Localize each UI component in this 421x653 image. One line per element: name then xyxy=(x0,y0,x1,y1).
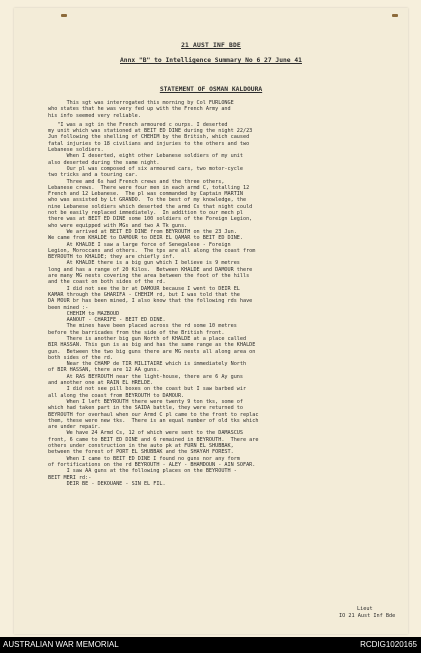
pin-mark xyxy=(61,14,67,17)
body-line: Lebanese crews. There were four men in each armd C, totalling 12 xyxy=(48,184,250,191)
archive-name: AUSTRALIAN WAR MEMORIAL xyxy=(3,640,119,649)
body-line: fatal injuries to 18 civilians and injuries to the others and two xyxy=(48,140,250,147)
body-line: who were equipped with MGs and two A Tk guns. xyxy=(48,222,188,229)
body-line: DA MOUR br has been mined, I also know that the following rds have xyxy=(48,298,253,305)
body-line: front, 6 came to BEIT ED DINE and 6 remained in BEYROUTH. There are xyxy=(48,436,259,443)
body-line: BEYROUTH for overhaul when our Armd C pl came to the front to replac xyxy=(48,411,259,418)
body-line: of fortifications on the rd BEYROUTH - ALEY - BHAMDOUN - AIN SOFAR. xyxy=(48,461,256,468)
body-line: I did not see the br at DAMOUR because I went to DEIR EL xyxy=(48,285,240,292)
body-line: BIR HASSAN. This gun is as big and has the same range as the KHALDE xyxy=(48,342,256,349)
body-line: long and has a range of 20 Kilos. Between KHALDE and DAMOUR there xyxy=(48,266,253,273)
body-line: French and 12 Lebanese. The pl was commanded by Captain MARTIN xyxy=(48,191,243,198)
body-line: gun. Between the two big guns there are MG nests all along area on xyxy=(48,348,256,355)
body-line: Legion, Moroccans and others. The tps are all along the coast from xyxy=(48,247,256,254)
body-line: AANOUT - CHARIFE - BEIT ED DINE. xyxy=(48,317,166,324)
body-line: all along the coast from BEYROUTH to DAMOUR. xyxy=(48,392,185,399)
body-line: Near the CHAMP de TIR MILITAIRE which is immediately North xyxy=(48,361,247,368)
body-line: are many MG nests covering the area between the foot of the hills xyxy=(48,273,250,280)
statement-body xyxy=(48,100,396,487)
body-line: between the forest of PORT EL SHUBBAK and the SHAYAH FOREST. xyxy=(48,449,234,456)
body-line: which had taken part in the SAIDA battle, they were returned to xyxy=(48,405,243,412)
signature-block xyxy=(339,606,395,620)
body-line: and the coast on both sides of the rd. xyxy=(48,279,166,286)
body-line: others under construction in the auto pk at FURN EL SHUBBAK, xyxy=(48,443,234,450)
body-line: This sgt was interrogated this morning by Col FURLONGE xyxy=(48,100,234,106)
body-line: before the barricades from the side of the British front. xyxy=(48,329,225,336)
body-line: of BIR HASSAN, there are 12 AA guns. xyxy=(48,367,160,374)
body-line: who was assisted by Lt GRANDO. To the best of my knowledge, the xyxy=(48,197,247,204)
statement-title: STATEMENT OF OSMAN KALDOURA xyxy=(159,86,263,93)
archive-footer xyxy=(0,637,421,653)
document-page xyxy=(14,8,408,634)
body-line: are under repair. xyxy=(48,424,101,431)
body-line: Three amd 6s had French crews and the three others, xyxy=(48,178,225,185)
body-line: I did not see pill boxes on the coast but I saw barbed wir xyxy=(48,386,247,393)
body-line: also deserted during the same night. xyxy=(48,159,160,166)
body-line: When I came to BEIT ED DINE I found no guns nor any form xyxy=(48,455,240,462)
signature-line: Lieut xyxy=(357,606,373,612)
body-line: At KHALDE I saw a large force of Senegalese - Foreign xyxy=(48,241,231,248)
body-line: When I left BEYROUTH there were twenty 9 ton tks, some of xyxy=(48,398,243,405)
record-id: RCDIG1020165 xyxy=(360,640,417,649)
body-line: The mines have been placed across the rd some 10 metres xyxy=(48,323,237,330)
body-line: We arrived at BEIT ED DINE from BEYROUTH on the 23 Jun. xyxy=(48,228,237,235)
body-line: When I deserted, eight other Lebanese soldiers of my unit xyxy=(48,153,243,160)
body-line: KAMAR through the GHARIFA - CHEHIM rd, but I was told that the xyxy=(48,291,240,298)
body-line: there was at BEIT ED DINE some 100 soldiers of the Foreign Legion, xyxy=(48,216,253,223)
body-line: BEYROUTH to KHALDE; they are chiefly inf. xyxy=(48,254,175,261)
body-line: We came from KHALDE to DAMOUR to DEIR EL QAMAR to BEIT ED DINE. xyxy=(48,235,243,242)
body-line: not be easily replaced immediately. In addition to our mech pl xyxy=(48,210,243,217)
body-line: CHEHIM to MAZBOUD xyxy=(48,310,120,317)
body-line: I saw AA guns at the following places on the BEYROUTH - xyxy=(48,468,237,475)
body-line: Our pl was composed of six armoured cars, two motor-cycle xyxy=(48,165,243,172)
body-line: BEIT MERI rd:- xyxy=(48,474,92,481)
body-line: Lebanese soldiers. xyxy=(48,147,104,154)
body-line: "I was a sgt in the French armoured c ourps. I deserted xyxy=(48,121,228,128)
brigade-heading: 21 AUST INF BDE xyxy=(181,42,241,49)
body-line: At KHALDE there is a big gun which I believe is 9 metres xyxy=(48,260,240,267)
body-line: his info seemed very reliable. xyxy=(48,112,141,119)
annex-heading: Annx "B" to Intelligence Summary No 6 27 June 41 xyxy=(120,57,302,64)
body-line: We have 24 Armd Cs, 12 of which were sent to the DAMASCUS xyxy=(48,430,243,437)
body-line: two tricks and a touring car. xyxy=(48,172,138,179)
body-line: and another one at RAIN EL HRELDE. xyxy=(48,380,154,387)
signature-line: IO 21 Aust Inf Bde xyxy=(339,613,396,619)
body-line: Jun following the shelling of CHEHIM by the British, which caused xyxy=(48,134,250,141)
body-line: both sides of the rd. xyxy=(48,354,113,361)
body-line: been mined :- xyxy=(48,304,89,311)
body-line: DEIR BE - DEKOUANE - SIN EL FIL. xyxy=(48,480,166,487)
body-line: them, these were new tks. There is an equal number of old tks which xyxy=(48,417,259,424)
pin-mark xyxy=(392,14,398,17)
body-line: At RAS BEYROUTH near the light-house, there are 6 Ay guns xyxy=(48,373,243,380)
body-line: my unit which was stationed at BEIT ED DINE during the night 22/23 xyxy=(48,128,253,135)
body-line: There is another big gun North of KHALDE at a place called xyxy=(48,335,247,342)
body-line: who states that he was very fed up with the French Army and xyxy=(48,106,231,113)
body-line: nine Lebanese soldiers which deserted the armd Cs that night could xyxy=(48,203,253,210)
